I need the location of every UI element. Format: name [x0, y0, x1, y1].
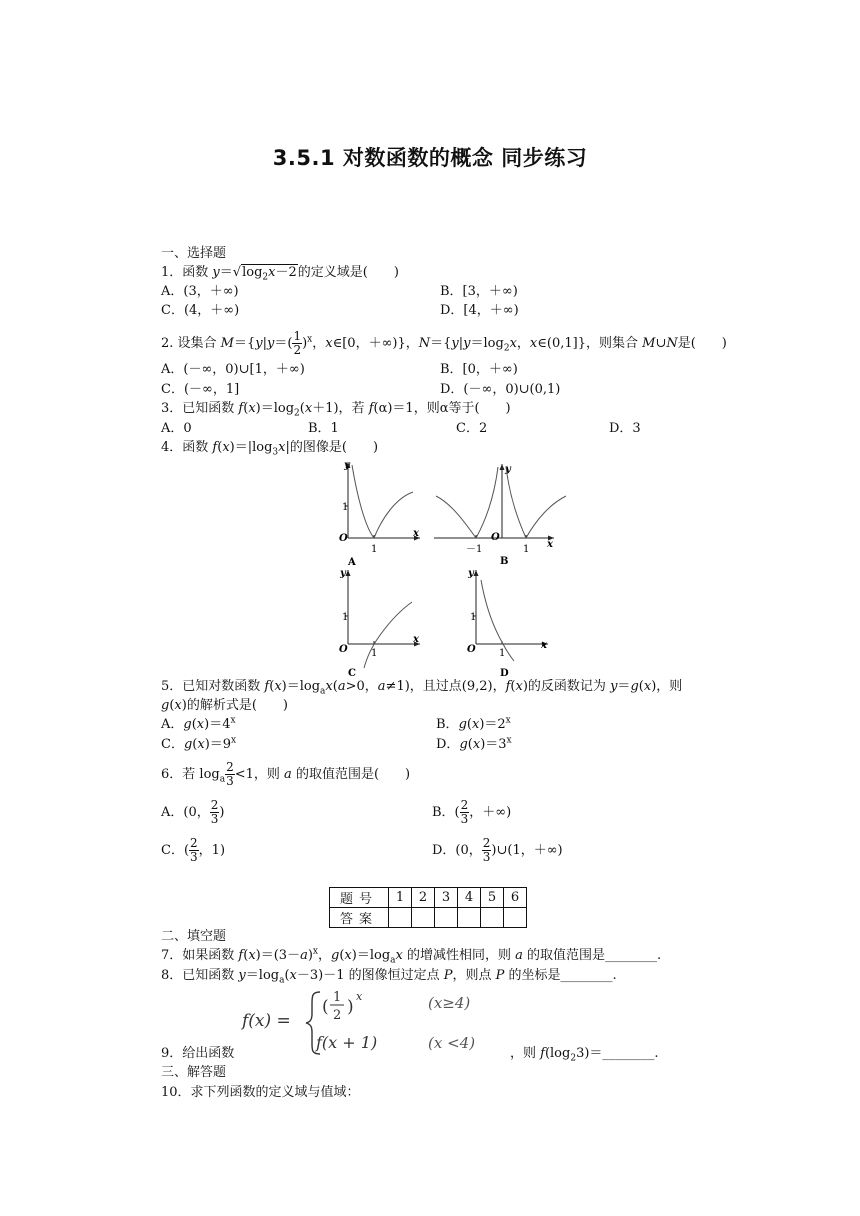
piecewise-lhs: f(x) =	[242, 1011, 291, 1031]
answer-table-number: 1	[389, 888, 412, 908]
graph-curve-right	[506, 467, 566, 538]
answer-table-answer-row	[330, 908, 527, 928]
section-heading-answer: 三、解答题	[161, 1065, 227, 1080]
answer-cell	[389, 908, 412, 928]
tick-label-x1: 1	[371, 544, 378, 555]
answer-table-number: 6	[504, 888, 527, 908]
origin-label: O	[467, 644, 476, 655]
x-label: x	[541, 640, 547, 651]
graph-caption-a: A	[348, 557, 356, 568]
answer-table	[329, 887, 527, 928]
answer-table-label: 答案	[330, 908, 389, 928]
graph-option-c	[328, 564, 428, 680]
question-1-option-a: A．(3，＋∞)	[161, 284, 239, 299]
x-label: x	[547, 539, 553, 550]
condition-1: (x≥4)	[428, 994, 471, 1012]
question-1-option-c: C．(4，＋∞)	[161, 303, 240, 318]
question-2-stem: 2. 设集合 M＝{y|y＝( $\frac{1}{2}$ )$^x$，x∈[0，＋∞)}，$N=\{y|y=\log_2x$，x∈(0,1]}，则集合 M∪N是( )	[161, 329, 727, 357]
answer-cell	[458, 908, 481, 928]
graph-option-b	[430, 458, 570, 570]
graph-curve	[352, 465, 413, 538]
tick-label-y1: 1	[342, 502, 349, 513]
question-6-option-d: D．(0， $\frac{2}{3}$ )∪(1，＋∞)	[432, 836, 563, 864]
half-denominator: 2	[333, 1008, 342, 1023]
graph-caption-c: C	[348, 668, 356, 679]
question-9-stem-tail: ，则 $f(\log_23)=\_\_\_\_\_\_\_\_$.	[510, 1046, 659, 1064]
question-3-option-d: D．3	[609, 421, 641, 436]
answer-cell	[412, 908, 435, 928]
answer-table-number: 4	[458, 888, 481, 908]
origin-label: O	[339, 644, 348, 655]
question-5-option-a: A．$g(x)=4^x$	[161, 715, 236, 732]
graph-curve	[481, 580, 514, 661]
answer-table-number: 3	[435, 888, 458, 908]
answer-table-header-row	[330, 888, 527, 908]
question-10-stem: 10．求下列函数的定义域与值域：	[161, 1085, 360, 1100]
graph-curve-left	[436, 467, 498, 538]
question-3-option-c: C．2	[456, 421, 488, 436]
fraction-two-thirds: $\frac{2}{3}$	[210, 798, 219, 826]
question-2-option-d: D．(－∞，0)∪(0,1)	[440, 382, 561, 397]
answer-cell	[481, 908, 504, 928]
question-4-stem: 4．函数 $f(x)=|\log_3x|$的图像是( )	[161, 440, 379, 458]
question-8-stem: 8．已知函数 $y=\log_a(x-3)-1$ 的图像恒过定点 P，则点 P 的坐标是________.	[161, 968, 617, 986]
question-5-option-b: B．$g(x)=2^x$	[436, 715, 511, 732]
answer-table-label: 题号	[330, 888, 389, 908]
x-label: x	[413, 634, 419, 645]
tick-label-x1: 1	[499, 648, 506, 659]
graph-option-a	[328, 456, 428, 568]
tick-label-x1: 1	[371, 648, 378, 659]
fraction-one-half: $\frac{1}{2}$	[293, 329, 302, 357]
svg-text:(: (	[322, 997, 329, 1017]
question-3-option-b: B．1	[308, 421, 339, 436]
question-5-option-d: D．$g(x)=3^x$	[436, 735, 512, 752]
answer-cell	[435, 908, 458, 928]
origin-label: O	[339, 533, 348, 544]
question-2-option-b: B．[0，＋∞)	[440, 362, 518, 377]
fraction-two-thirds: $\frac{2}{3}$	[190, 836, 198, 864]
question-1-option-d: D．[4，＋∞)	[440, 303, 519, 318]
question-7-stem: 7．如果函数 $f(x)=(3-a)^x$，$g(x)=\log_ax$ 的增减性相同，则 a 的取值范围是________.	[161, 946, 662, 966]
question-6-option-c: C．( $\frac{2}{3}$ ，1)	[161, 836, 226, 864]
question-6-option-a: A．(0， $\frac{2}{3}$ )	[161, 798, 225, 826]
exponent-x: x	[356, 990, 363, 1003]
svg-text:): )	[347, 997, 354, 1017]
question-2-option-a: A．(－∞，0)∪[1，＋∞)	[161, 362, 305, 377]
graph-caption-d: D	[500, 668, 509, 679]
graph-option-d	[456, 564, 556, 680]
answer-cell	[504, 908, 527, 928]
fraction-two-thirds: $\frac{2}{3}$	[460, 798, 469, 826]
y-label: y	[468, 568, 474, 579]
answer-table-number: 2	[412, 888, 435, 908]
question-5-stem: 5．已知对数函数 $f(x)=\log_ax(a>0$，a≠1)，且过点(9,2)，f(x)的反函数记为 y＝g(x)，则	[161, 679, 683, 697]
tick-label-neg1: －1	[466, 544, 483, 555]
tick-label-y1: 1	[342, 612, 349, 623]
condition-2: (x <4)	[428, 1034, 476, 1052]
fraction-two-thirds: $\frac{2}{3}$	[226, 760, 234, 788]
piecewise-function-formula	[240, 986, 500, 1056]
half-numerator: 1	[333, 990, 342, 1005]
question-5-option-c: C．$g(x)=9^x$	[161, 735, 237, 752]
question-3-option-a: A．0	[161, 421, 192, 436]
y-label: y	[340, 568, 346, 579]
question-6-option-b: B．( $\frac{2}{3}$ ，＋∞)	[432, 798, 512, 826]
question-1-option-b: B．[3，＋∞)	[440, 284, 518, 299]
x-label: x	[413, 528, 419, 539]
fraction-two-thirds: $\frac{2}{3}$	[482, 836, 491, 864]
graph-caption-b: B	[500, 556, 509, 567]
y-label: y	[344, 460, 350, 471]
question-1-stem: 1．函数 $y=√\log_2x-2$的定义域是( )	[161, 265, 399, 283]
answer-table-number: 5	[481, 888, 504, 908]
y-label: y	[505, 464, 511, 475]
tick-label-x1: 1	[523, 544, 530, 555]
case-2: f(x + 1)	[316, 1033, 378, 1052]
question-6-stem: 6．若 $\log_a$ $\frac{2}{3}$ <1，则 a 的取值范围是( )	[161, 760, 411, 788]
question-2-option-c: C．(－∞，1]	[161, 382, 240, 397]
page-title: 3.5.1 对数函数的概念 同步练习	[272, 146, 588, 170]
radical: $\log_2x-2$	[242, 265, 297, 283]
question-9-stem: 9．给出函数	[161, 1046, 235, 1061]
section-heading-choice: 一、选择题	[161, 246, 227, 261]
section-heading-fill: 二、填空题	[161, 929, 227, 944]
tick-label-y1: 1	[470, 612, 477, 623]
question-5-stem-line2: g(x)的解析式是( )	[161, 698, 288, 713]
question-3-stem: 3．已知函数 $f(x)=\log_2(x+1)$，若 f(α)＝1，则α等于( )	[161, 401, 511, 419]
origin-label: O	[491, 532, 500, 543]
